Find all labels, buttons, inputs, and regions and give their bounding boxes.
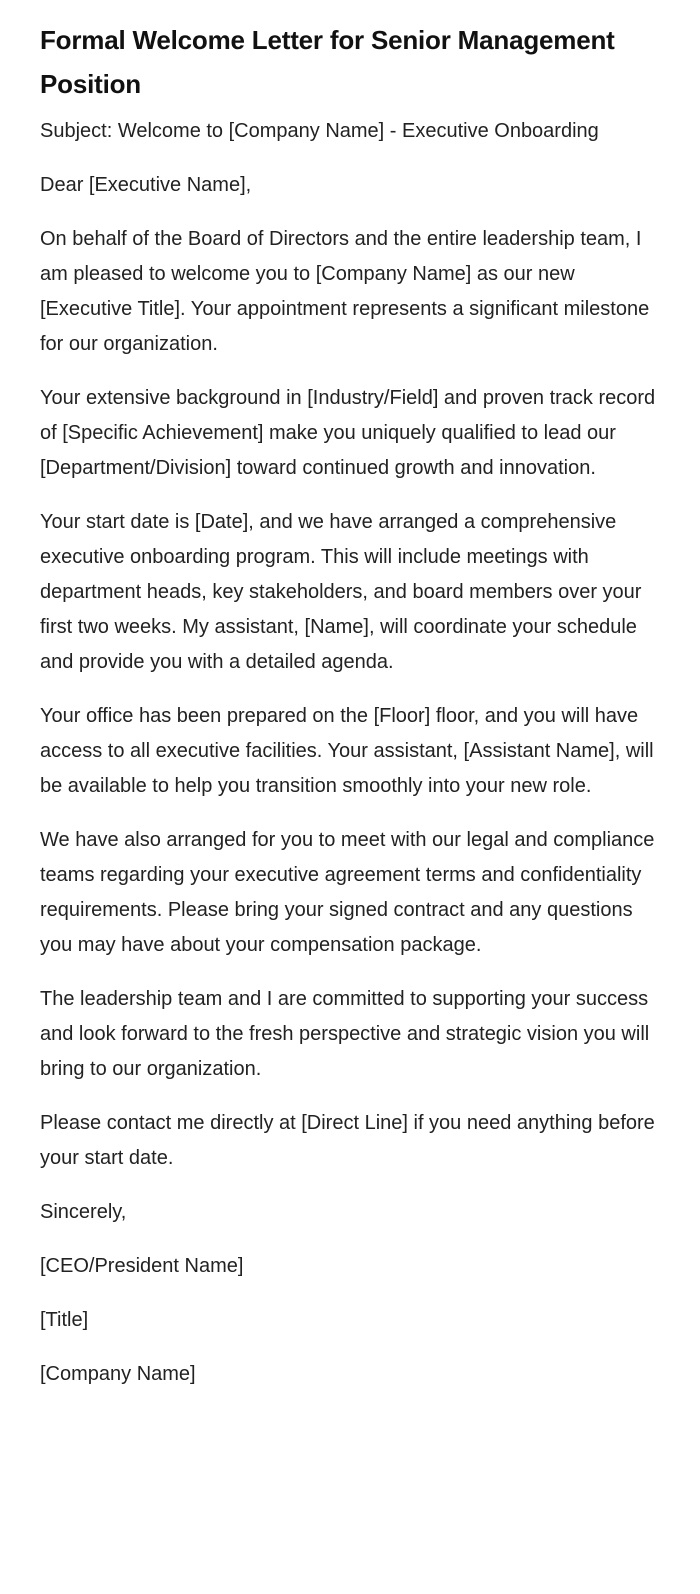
body-paragraph-commitment: The leadership team and I are committed to supporting your success and look forward to the fresh perspective and strategic vision you will bring to our organization. <box>40 988 650 1080</box>
letter-closing: Sincerely, <box>40 1201 127 1223</box>
body-paragraph-background: Your extensive background in [Industry/Field] and proven track record of [Specific Achievement] make you uniquely qualified to lead our [Department/Division] toward continued growth and innovation. <box>40 387 656 479</box>
body-paragraph-office: Your office has been prepared on the [Floor] floor, and you will have access to all executive facilities. Your assistant, [Assistant Name], will be available to help you transition smoothly into your new role. <box>40 705 654 797</box>
body-paragraph-intro: On behalf of the Board of Directors and the entire leadership team, I am pleased to welcome you to [Company Name] as our new [Executive Title]. Your appointment represents a significant milestone for our organization. <box>40 228 650 355</box>
letter-greeting: Dear [Executive Name], <box>40 174 252 196</box>
body-paragraph-onboarding: Your start date is [Date], and we have arranged a comprehensive executive onboarding program. This will include meetings with department heads, key stakeholders, and board members over your first two weeks. My assistant, [Name], will coordinate your schedule and provide you with a detailed agenda. <box>40 511 642 673</box>
body-paragraph-contact: Please contact me directly at [Direct Line] if you need anything before your start date. <box>40 1112 655 1169</box>
signer-name: [CEO/President Name] <box>40 1255 244 1277</box>
letter-title: Formal Welcome Letter for Senior Management Position <box>40 25 615 99</box>
body-paragraph-legal: We have also arranged for you to meet with our legal and compliance teams regarding your executive agreement terms and confidentiality requirements. Please bring your signed contract and any questions you may have about your compensation package. <box>40 829 655 956</box>
letter-subject: Subject: Welcome to [Company Name] - Executive Onboarding <box>40 120 599 142</box>
signer-title: [Title] <box>40 1309 89 1331</box>
signer-company: [Company Name] <box>40 1363 196 1385</box>
